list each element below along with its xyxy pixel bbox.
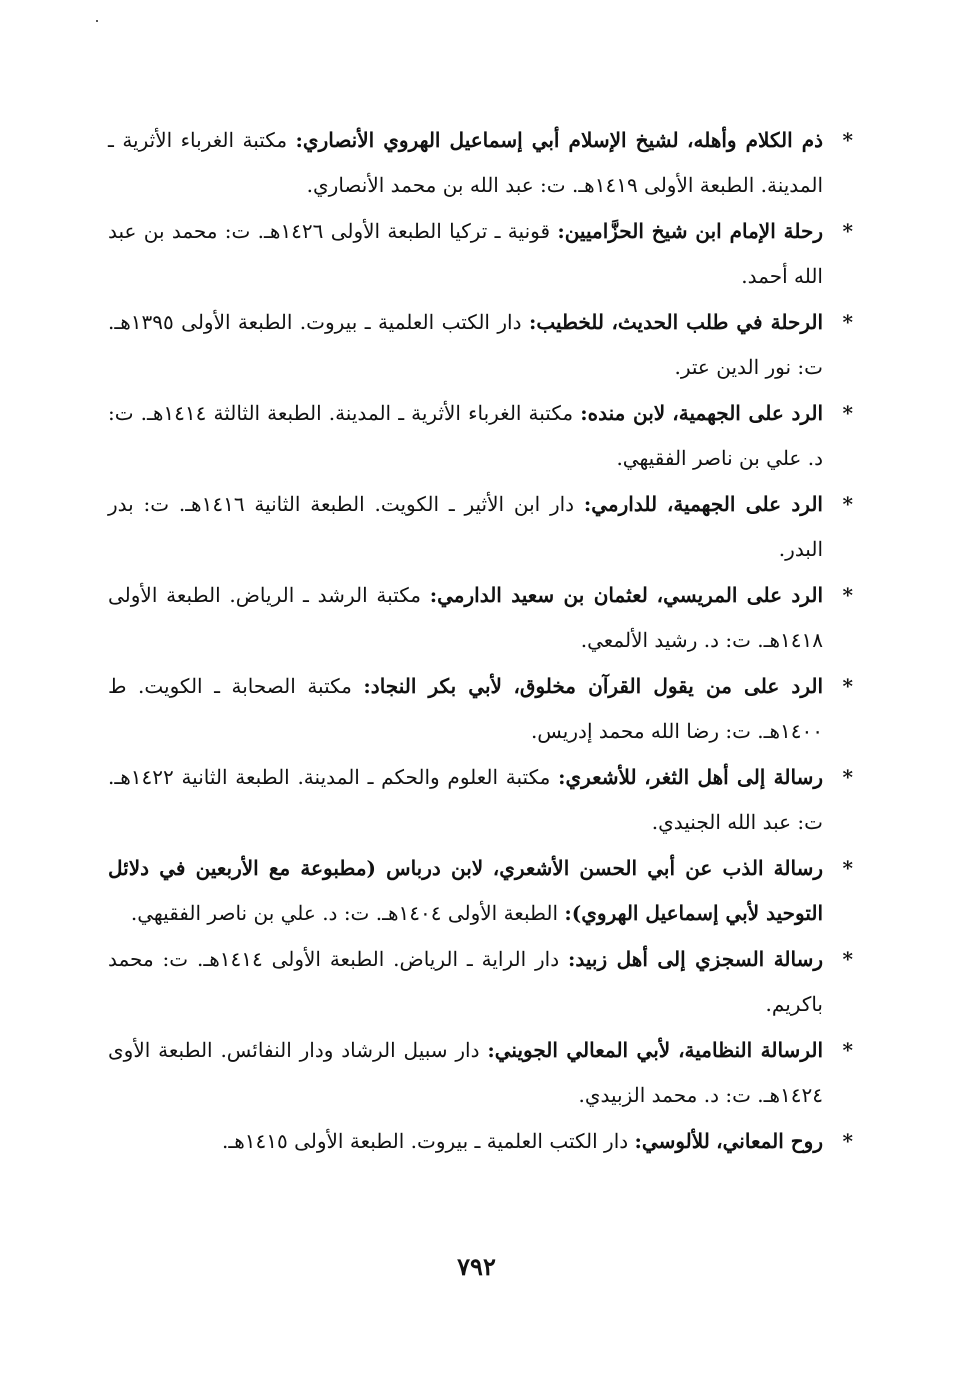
bullet-asterisk: * <box>842 128 853 152</box>
bibliography-entry <box>108 300 853 390</box>
bullet-asterisk: * <box>842 492 853 516</box>
bullet-asterisk: * <box>842 310 853 334</box>
entry-details: الطبعة الأولى ١٤٠٤هـ. ت: د. علي بن ناصر الفقيهي. <box>130 901 559 925</box>
bullet-asterisk: * <box>842 856 853 880</box>
entry-details: دار الكتب العلمية ـ بيروت. الطبعة الأولى ١٤١٥هـ. <box>222 1129 629 1153</box>
bullet-asterisk: * <box>842 401 853 425</box>
bullet-asterisk: * <box>842 765 853 789</box>
entry-author: للأشعري: <box>558 765 637 789</box>
entry-title: رحلة الإمام ابن شيخ الحزَّاميين: <box>557 219 824 243</box>
bullet-asterisk: * <box>842 583 853 607</box>
entry-author: للدارمي: <box>583 492 658 516</box>
bibliography-entry <box>108 573 853 663</box>
entry-title: الرحلة في طلب الحديث، <box>611 310 824 334</box>
bullet-asterisk: * <box>842 219 853 243</box>
bibliography-entry <box>108 664 853 754</box>
entry-title: الرد على من يقول القرآن مخلوق، <box>513 674 824 698</box>
bibliography-entry <box>108 1119 853 1164</box>
entry-details: دار الكتب العلمية ـ بيروت. الطبعة الأولى ١٣٩٥هـ. ت: نور الدين عتر. <box>108 310 823 379</box>
entry-author: للخطيب: <box>528 310 605 334</box>
entry-title: الرد على الجهمية، <box>672 401 824 425</box>
entry-details: دار الراية ـ الرياض. الطبعة الأولى ١٤١٤هـ. ت: محمد باكريم. <box>108 947 823 1016</box>
entry-author: لأبي المعالي الجويني: <box>487 1038 671 1062</box>
bibliography-entry <box>108 209 853 299</box>
entry-author: لابن منده: <box>580 401 666 425</box>
bullet-asterisk: * <box>842 947 853 971</box>
bibliography-list <box>108 118 853 1165</box>
entry-title: رسالة السجزي إلى أهل زبيد: <box>568 947 824 971</box>
entry-details: مكتبة الصحابة ـ الكويت. ط ١٤٠٠هـ. ت: رضا الله محمد إدريس. <box>108 674 823 743</box>
scan-speck <box>96 20 98 22</box>
entry-details: قونية ـ تركيا الطبعة الأولى ١٤٢٦هـ. ت: محمد بن عبد الله أحمد. <box>108 219 823 288</box>
bibliography-entry <box>108 1028 853 1118</box>
bibliography-entry <box>108 755 853 845</box>
bibliography-entry <box>108 118 853 208</box>
entry-author: لابن درباس (مطبوعة مع الأربعين في دلائل التوحيد لأبي إسماعيل الهروي): <box>108 856 823 925</box>
entry-details: دار سبيل الرشاد ودار النفائس. الطبعة الأوى ١٤٢٤هـ. ت: د. محمد الزبيدي. <box>108 1038 823 1107</box>
entry-details: مكتبة العلوم والحكم ـ المدينة. الطبعة الثانية ١٤٢٢هـ. ت: عبد الله الجنيدي. <box>108 765 823 834</box>
bibliography-entry <box>108 937 853 1027</box>
entry-author: للألوسي: <box>634 1129 710 1153</box>
bullet-asterisk: * <box>842 1038 853 1062</box>
entry-details: مكتبة الرشد ـ الرياض. الطبعة الأولى ١٤١٨هـ. ت: د. رشيد الألمعي. <box>108 583 823 652</box>
bullet-asterisk: * <box>842 674 853 698</box>
entry-author: لشيخ الإسلام أبي إسماعيل الهروي الأنصاري: <box>295 128 679 152</box>
entry-author: لعثمان بن سعيد الدارمي: <box>429 583 648 607</box>
bibliography-entry <box>108 846 853 936</box>
entry-details: مكتبة الغرباء الأثرية ـ المدينة. الطبعة الثالثة ١٤١٤هـ. ت: د. علي بن ناصر الفقيهي. <box>108 401 823 470</box>
entry-title: رسالة الذب عن أبي الحسن الأشعري، <box>492 856 823 880</box>
entry-details: مكتبة الغرباء الأثرية ـ المدينة. الطبعة الأولى ١٤١٩هـ. ت: عبد الله بن محمد الأنصاري. <box>108 128 823 197</box>
entry-title: روح المعاني، <box>716 1129 823 1153</box>
entry-author: لأبي بكر النجاد: <box>363 674 502 698</box>
entry-title: الرسالة النظامية، <box>678 1038 824 1062</box>
bullet-asterisk: * <box>842 1129 853 1153</box>
bibliography-entry <box>108 391 853 481</box>
bibliography-entry <box>108 482 853 572</box>
entry-title: ذم الكلام وأهله، <box>687 128 824 152</box>
entry-title: رسالة إلى أهل الثغر، <box>644 765 823 789</box>
entry-details: دار ابن الأثير ـ الكويت. الطبعة الثانية ١٤١٦هـ. ت: بدر البدر. <box>108 492 823 561</box>
page-number: ٧٩٢ <box>457 1252 496 1281</box>
entry-title: الرد على الجهمية، <box>666 492 823 516</box>
entry-title: الرد على المريسي، <box>656 583 823 607</box>
